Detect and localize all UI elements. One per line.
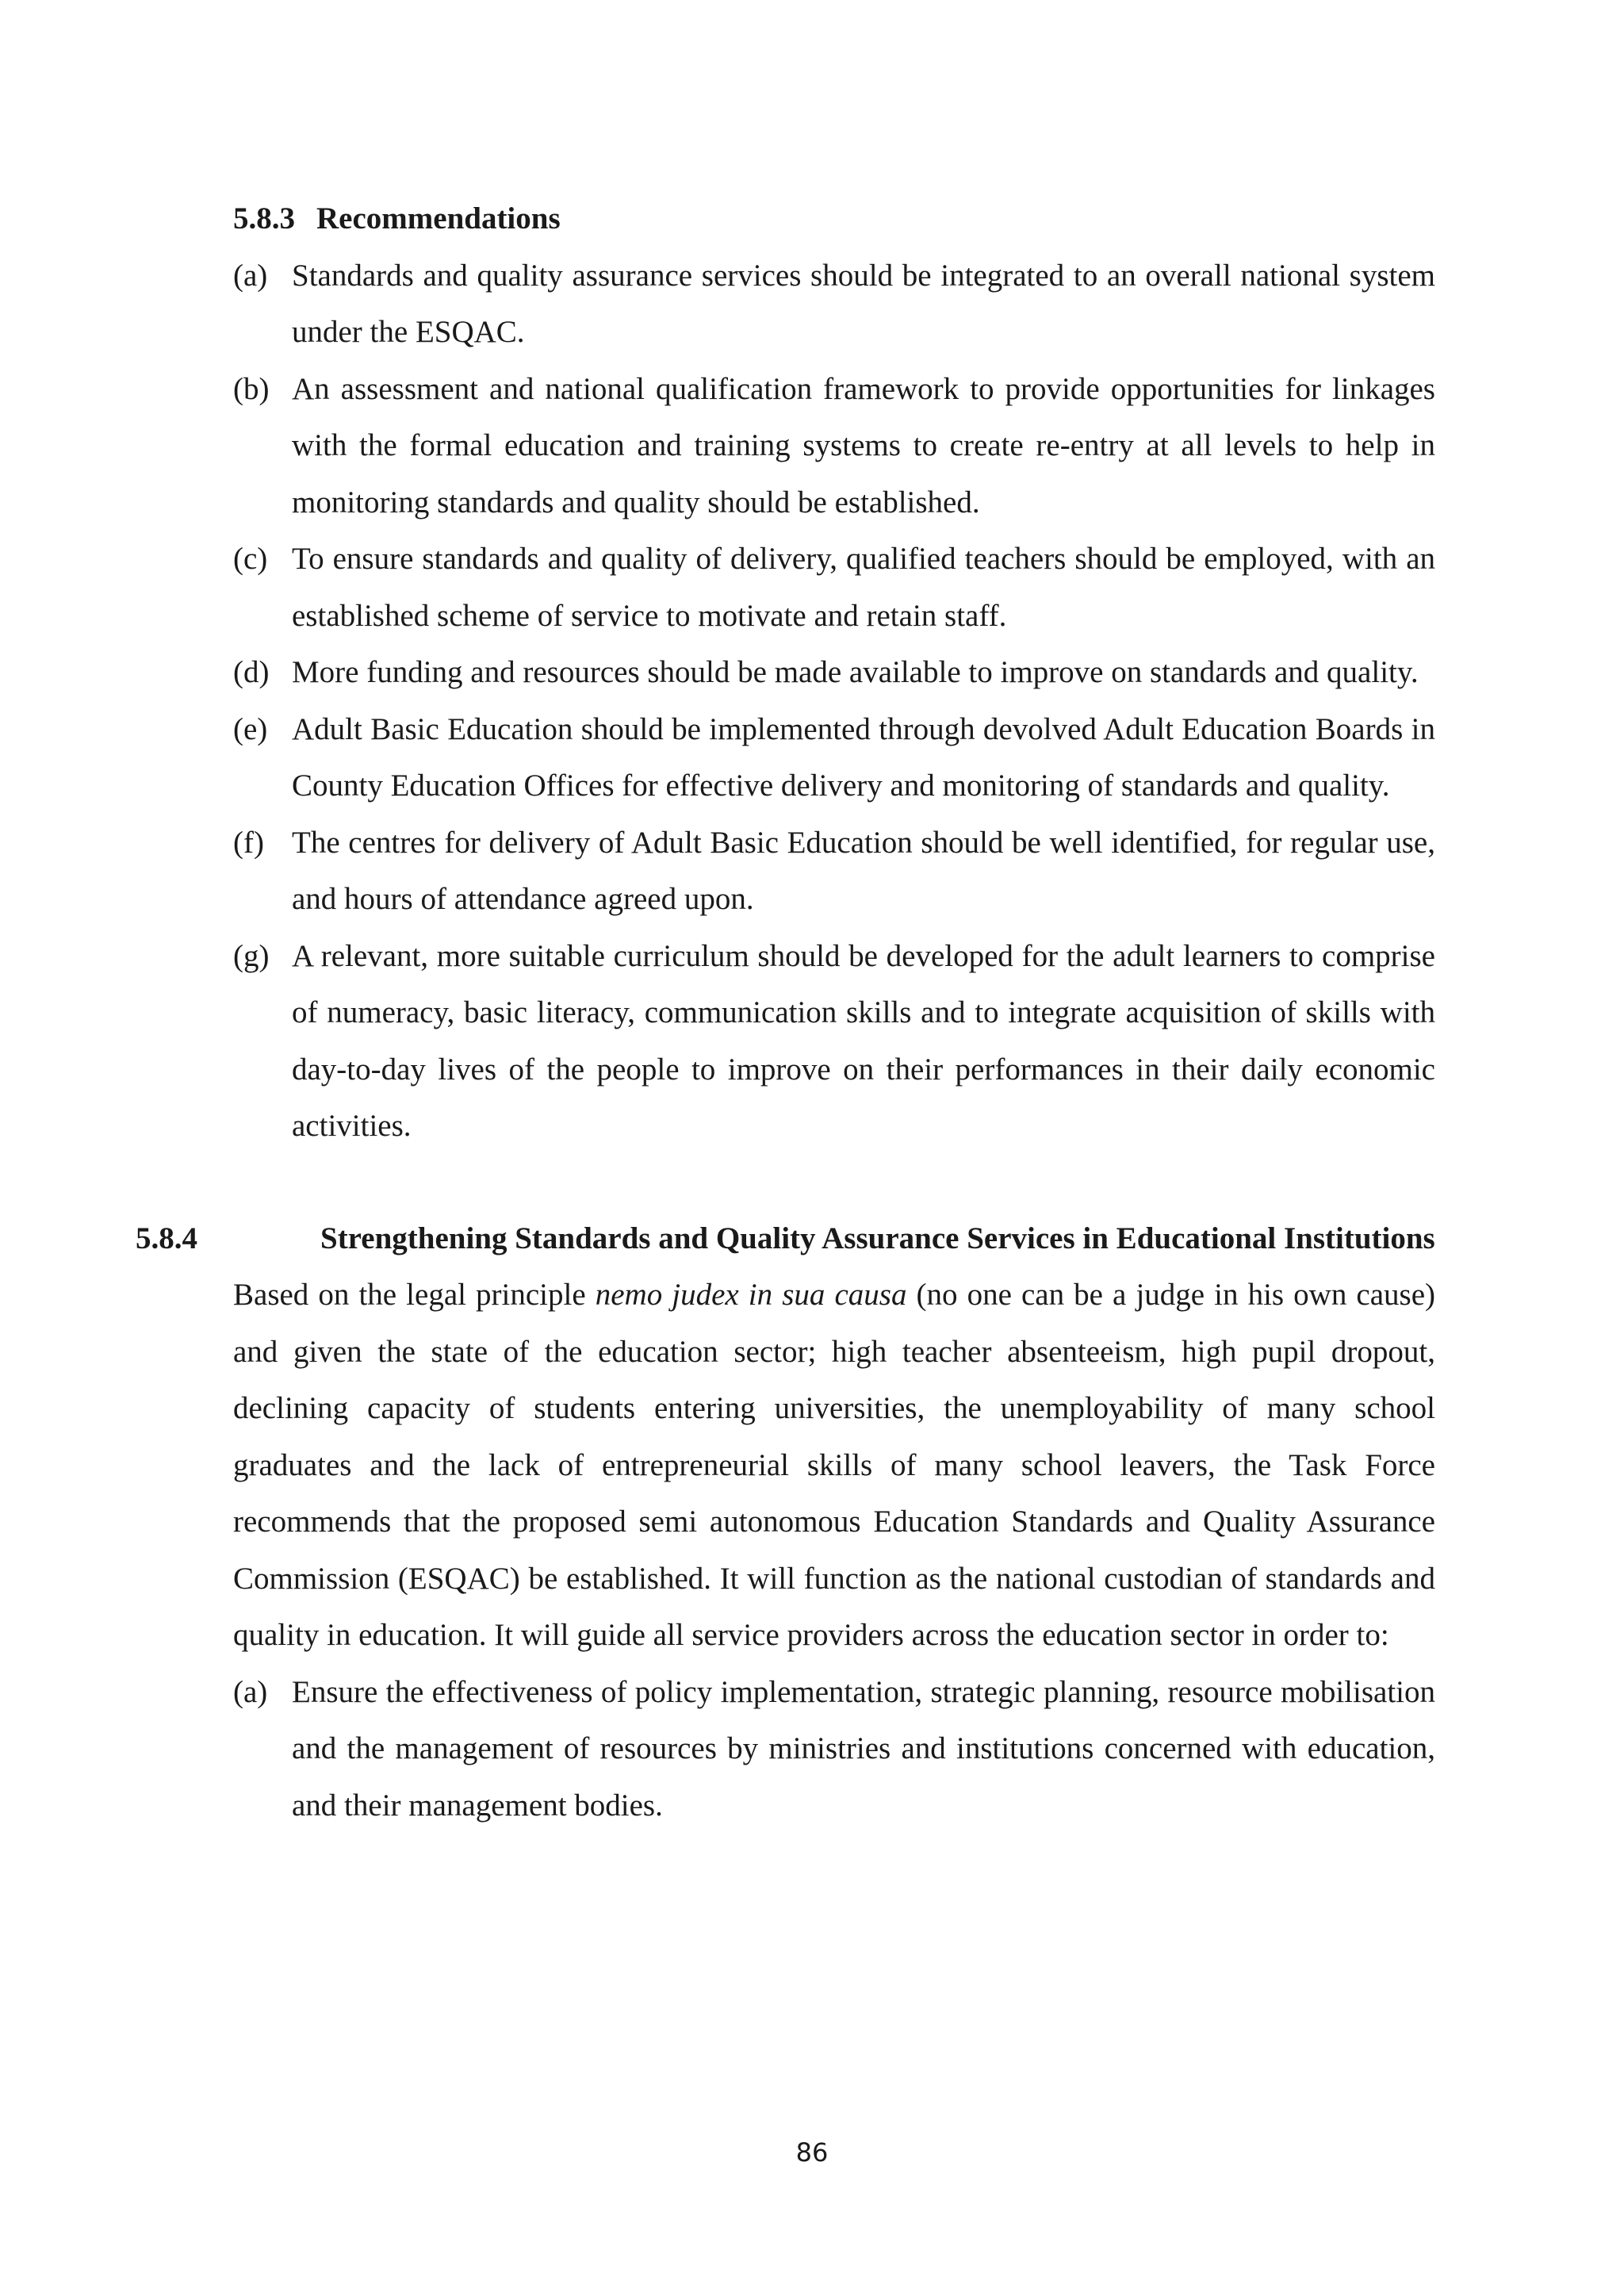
list-marker: (e) [233,711,268,746]
list-item [233,247,1435,361]
list-item [233,815,1435,928]
list-marker: (a) [233,258,268,293]
section-title: Strengthening Standards and Quality Assurance Services in Educational Institutions [320,1221,1435,1255]
page-number: 86 [795,2137,829,2168]
recommendations-list [233,247,1435,1155]
list-marker: (b) [233,371,270,406]
list-marker: (c) [233,542,268,576]
list-item-text: Adult Basic Education should be implemented through devolved Adult Education Boards in County Education Offices for effective delivery and monitoring of standards and quality. [292,711,1435,803]
list-item-text: More funding and resources should be made available to improve on standards and quality. [292,655,1419,689]
section-number: 5.8.4 [136,1221,197,1255]
list-item-text: The centres for delivery of Adult Basic Education should be well identified, for regular use, and hours of attendance agreed upon. [292,825,1435,916]
list-marker: (f) [233,825,264,860]
list-item [233,531,1435,644]
latin-phrase: nemo judex in sua causa [595,1278,907,1312]
list-marker: (g) [233,938,270,973]
body-paragraph [233,1267,1435,1664]
document-page [136,190,1435,1834]
list-item [233,1664,1435,1834]
section-title: Recommendations [316,201,561,236]
list-item [233,928,1435,1155]
section-heading-5-8-3 [233,190,1435,247]
list-item-text: A relevant, more suitable curriculum should be developed for the adult learners to comprise of numeracy, basic literacy, communication skills and to integrate acquisition of skills with day-to-day lives of the people to improve on their performances in their daily economic activities. [292,938,1435,1143]
list-item-text: Standards and quality assurance services should be integrated to an overall national system under the ESQAC. [292,258,1435,349]
section-heading-5-8-4 [136,1210,1435,1267]
paragraph-text-rest: (no one can be a judge in his own cause) and given the state of the education sector; high teacher absenteeism, high pupil dropout, declining capacity of students entering universities, the unemployability of many school graduates and the lack of entrepreneurial skills of many school leavers, the Task Force recommends that the proposed semi autonomous Education Standards and Quality Assurance Commission (ESQAC) be established. It will function as the national custodian of standards and quality in education. It will guide all service providers across the education sector in order to: [233,1278,1435,1652]
list-item-text: To ensure standards and quality of delivery, qualified teachers should be employed, with an established scheme of service to motivate and retain staff. [292,542,1435,633]
paragraph-text-start: Based on the legal principle [233,1278,596,1312]
objectives-list [233,1664,1435,1834]
list-item [233,644,1435,701]
list-item [233,701,1435,815]
list-marker: (d) [233,655,270,689]
list-item-text: Ensure the effectiveness of policy implementation, strategic planning, resource mobilisation and the management of resources by ministries and institutions concerned with education, and their management bodies. [292,1674,1435,1823]
list-marker: (a) [233,1674,268,1709]
section-number: 5.8.3 [233,201,295,236]
list-item-text: An assessment and national qualification framework to provide opportunities for linkages with the formal education and training systems to create re-entry at all levels to help in monitoring standards and quality should be established. [292,371,1435,519]
list-item [233,361,1435,531]
